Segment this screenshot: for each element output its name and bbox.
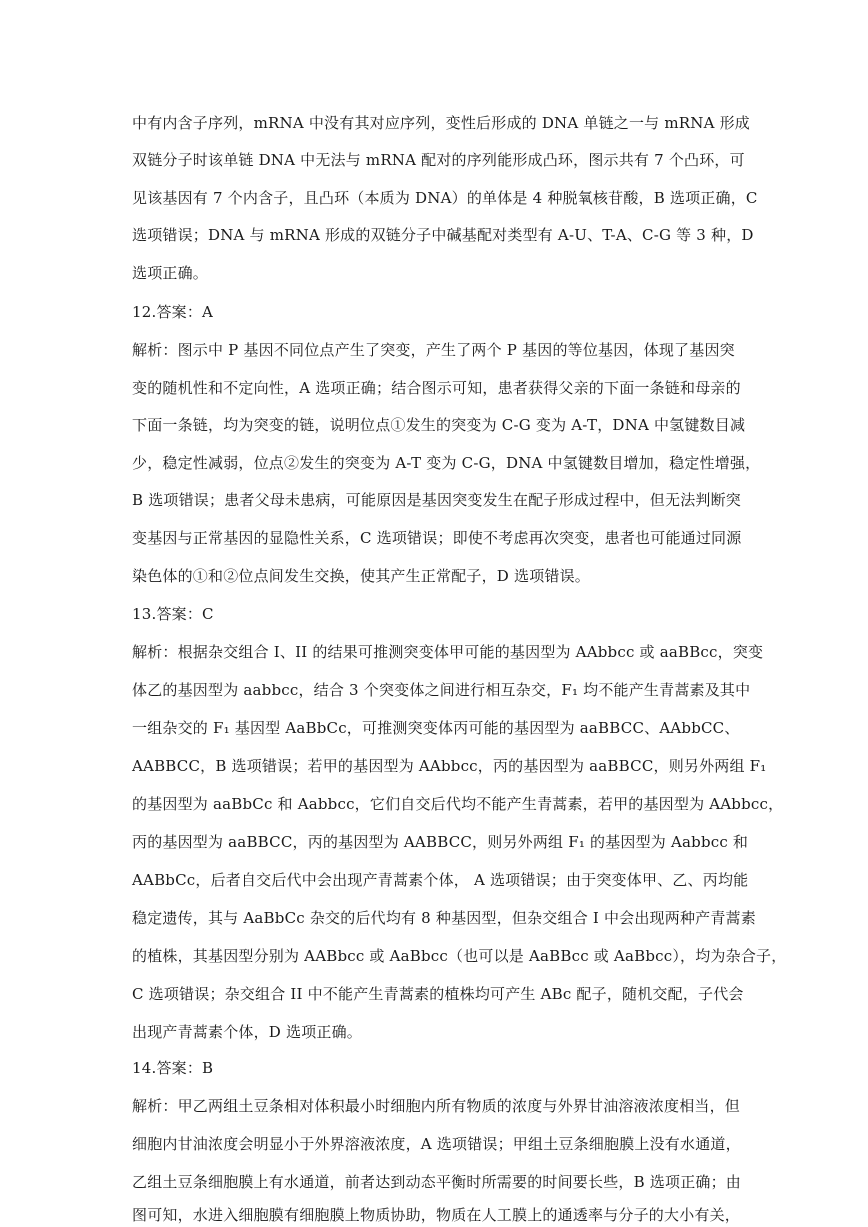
q12-explanation-line-7: 染色体的①和②位点间发生交换，使其产生正常配子，D 选项错误。 <box>132 567 590 585</box>
q13-explanation-line-5: 的基因型为 aaBbCc 和 Aabbcc，它们自交后代均不能产生青蒿素，若甲的基因型为 AAbbcc， <box>132 795 784 813</box>
q13-answer: 13.答案：C <box>132 605 214 623</box>
q14-explanation-line-4: 图可知，水进入细胞膜有细胞膜上物质协助，物质在人工膜上的通透率与分子的大小有关， <box>132 1206 741 1224</box>
q13-explanation-line-6: 丙的基因型为 aaBBCC，丙的基因型为 AABBCC，则另外两组 F₁ 的基因型为 Aabbcc 和 <box>132 833 749 851</box>
q13-explanation-line-8: 稳定遗传，其与 AaBbCc 杂交的后代均有 8 种基因型，但杂交组合 I 中会出现两种产青蒿素 <box>132 909 756 927</box>
q12-explanation-line-2: 变的随机性和不定向性，A 选项正确；结合图示可知，患者获得父亲的下面一条链和母亲的 <box>132 379 741 397</box>
continuation-line-3: 见该基因有 7 个内含子，且凸环（本质为 DNA）的单体是 4 种脱氧核苷酸，B 选项正确，C <box>132 189 758 207</box>
q14-explanation-line-1: 解析：甲乙两组土豆条相对体积最小时细胞内所有物质的浓度与外界甘油溶液浓度相当，但 <box>132 1097 741 1115</box>
q13-explanation-line-10: C 选项错误；杂交组合 II 中不能产生青蒿素的植株均可产生 ABc 配子，随机交配，子代会 <box>132 985 744 1003</box>
q12-explanation-line-5: B 选项错误；患者父母未患病，可能原因是基因突变发生在配子形成过程中，但无法判断突 <box>132 491 741 509</box>
q13-explanation-line-11: 出现产青蒿素个体，D 选项正确。 <box>132 1023 362 1041</box>
q14-explanation-line-3: 乙组土豆条细胞膜上有水通道，前者达到动态平衡时所需要的时间要长些，B 选项正确；由 <box>132 1173 741 1191</box>
q13-explanation-line-3: 一组杂交的 F₁ 基因型 AaBbCc，可推测突变体丙可能的基因型为 aaBBCC、AAbbCC、 <box>132 719 740 737</box>
q13-explanation-line-9: 的植株，其基因型分别为 AABbcc 或 AaBbcc（也可以是 AaBBcc 或 AaBbcc），均为杂合子， <box>132 947 787 965</box>
continuation-line-2: 双链分子时该单链 DNA 中无法与 mRNA 配对的序列能形成凸环，图示共有 7 个凸环，可 <box>132 151 745 169</box>
q12-explanation-line-4: 少，稳定性减弱，位点②发生的突变为 A-T 变为 C-G，DNA 中氢键数目增加，稳定性增强， <box>132 454 761 472</box>
q12-explanation-line-6: 变基因与正常基因的显隐性关系，C 选项错误；即使不考虑再次突变，患者也可能通过同源 <box>132 529 742 547</box>
q14-answer: 14.答案：B <box>132 1059 214 1077</box>
q13-explanation-line-1: 解析：根据杂交组合 I、II 的结果可推测突变体甲可能的基因型为 AAbbcc 或 aaBBcc，突变 <box>132 643 764 661</box>
q14-explanation-line-2: 细胞内甘油浓度会明显小于外界溶液浓度，A 选项错误；甲组土豆条细胞膜上没有水通道， <box>132 1135 741 1153</box>
q13-explanation-line-2: 体乙的基因型为 aabbcc，结合 3 个突变体之间进行相互杂交，F₁ 均不能产生青蒿素及其中 <box>132 681 751 699</box>
q12-explanation-line-3: 下面一条链，均为突变的链，说明位点①发生的突变为 C-G 变为 A-T，DNA 中氢键数目减 <box>132 416 746 434</box>
q12-explanation-line-1: 解析：图示中 P 基因不同位点产生了突变，产生了两个 P 基因的等位基因，体现了基因突 <box>132 341 735 359</box>
q13-explanation-line-7: AABbCc，后者自交后代中会出现产青蒿素个体， A 选项错误；由于突变体甲、乙、丙均能 <box>132 871 749 889</box>
continuation-line-1: 中有内含子序列，mRNA 中没有其对应序列，变性后形成的 DNA 单链之一与 mRNA 形成 <box>132 114 750 132</box>
q12-answer: 12.答案：A <box>132 303 214 321</box>
q13-explanation-line-4: AABBCC，B 选项错误；若甲的基因型为 AAbbcc，丙的基因型为 aaBBCC，则另外两组 F₁ <box>132 757 767 775</box>
continuation-line-5: 选项正确。 <box>132 264 209 282</box>
continuation-line-4: 选项错误；DNA 与 mRNA 形成的双链分子中碱基配对类型有 A-U、T-A、C-G 等 3 种，D <box>132 226 754 244</box>
